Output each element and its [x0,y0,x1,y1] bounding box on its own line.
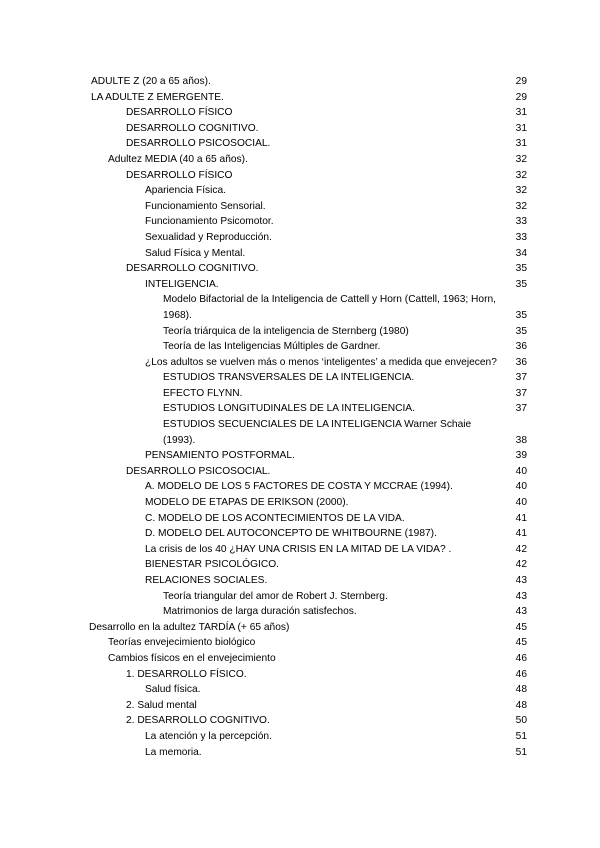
toc-entry-title: D. MODELO DEL AUTOCONCEPTO DE WHITBOURNE (1987). [145,528,437,540]
toc-entry-title: Modelo Bifactorial de la Inteligencia de Cattell y Horn (Cattell, 1963; Horn, 1968). [163,294,496,321]
toc-entry-title: Matrimonios de larga duración satisfechos. [163,606,357,618]
toc-entry[interactable] [0,261,600,277]
toc-entry[interactable] [0,90,600,106]
toc-entry[interactable] [0,214,600,230]
toc-entry-page: 41 [515,528,527,540]
toc-entry-title: DESARROLLO FÍSICO [126,107,233,119]
toc-entry-title: INTELIGENCIA. [145,278,219,290]
toc-entry-title: ESTUDIOS TRANSVERSALES DE LA INTELIGENCIA. [163,372,415,384]
toc-entry-title: DESARROLLO PSICOSOCIAL. [126,138,271,150]
toc-entry-title: La crisis de los 40 ¿HAY UNA CRISIS EN LA MITAD DE LA VIDA? . [145,543,452,555]
toc-entry[interactable] [0,729,600,745]
toc-entry-page: 40 [515,497,527,509]
toc-entry-page: 29 [515,76,527,87]
toc-entry-title: Cambios físicos en el envejecimiento [108,652,276,664]
toc-entry-page: 51 [515,746,527,758]
toc-entry-page: 42 [515,559,527,571]
toc-entry-page: 36 [515,356,527,368]
toc-entry-page: 40 [515,465,527,477]
toc-entry-page: 35 [515,309,527,321]
toc-entry[interactable] [0,401,600,417]
toc-entry-page: 37 [515,403,527,415]
toc-entry-title: Apariencia Física. [145,185,226,197]
toc-entry-page: 31 [515,122,527,134]
toc-entry-title: Funcionamiento Sensorial. [145,200,266,212]
toc-entry-page: 43 [515,590,527,602]
toc-entry-page: 38 [515,434,527,446]
toc-entry-page: 45 [515,621,527,633]
toc-entry-page: 48 [515,699,527,711]
toc-entry-title: ESTUDIOS LONGITUDINALES DE LA INTELIGENCIA. [163,403,415,415]
toc-entry-page: 35 [515,278,527,290]
toc-entry[interactable] [0,417,600,448]
toc-entry-page: 48 [515,684,527,696]
toc-entry[interactable] [0,168,600,184]
toc-entry-title: Desarrollo en la adultez TARDÍA (+ 65 años) [89,621,290,633]
toc-entry-page: 32 [515,153,527,165]
toc-entry[interactable] [0,355,600,371]
toc-entry-title: Sexualidad y Reproducción. [145,231,272,243]
table-of-contents [0,74,600,760]
toc-entry[interactable] [0,386,600,402]
toc-entry-page: 50 [515,715,527,727]
toc-entry[interactable] [0,136,600,152]
toc-entry-title: Adultez MEDIA (40 a 65 años). [108,153,248,165]
toc-entry-title: ¿Los adultos se vuelven más o menos ‘inteligentes’ a medida que envejecen? [145,356,497,368]
toc-entry[interactable] [0,713,600,729]
toc-entry-page: 32 [515,169,527,181]
toc-entry-page: 29 [515,91,527,103]
toc-entry[interactable] [0,277,600,293]
toc-entry-page: 40 [515,481,527,493]
toc-entry[interactable] [0,292,600,323]
toc-entry-page: 46 [515,668,527,680]
toc-entry-title: La atención y la percepción. [145,730,272,742]
toc-entry-title: Salud Física y Mental. [145,247,246,259]
toc-entry-title: LA ADULTE Z EMERGENTE. [91,91,224,103]
toc-entry-title: Teoría triárquica de la inteligencia de Sternberg (1980) [163,325,409,337]
toc-entry-page: 42 [515,543,527,555]
toc-entry-title: A. MODELO DE LOS 5 FACTORES DE COSTA Y MCCRAE (1994). [145,481,453,493]
toc-entry[interactable] [0,557,600,573]
toc-entry-title: Teoría triangular del amor de Robert J. Sternberg. [163,590,388,602]
toc-entry-title: MODELO DE ETAPAS DE ERIKSON (2000). [145,497,349,509]
toc-entry-title: 2. Salud mental [126,699,197,711]
toc-entry[interactable] [0,745,600,761]
toc-entry[interactable] [0,667,600,683]
toc-entry[interactable] [0,495,600,511]
toc-entry[interactable] [0,479,600,495]
toc-entry-title: DESARROLLO COGNITIVO. [126,122,259,134]
toc-entry-title: 2. DESARROLLO COGNITIVO. [126,715,270,727]
toc-entry-title: BIENESTAR PSICOLÓGICO. [145,559,279,571]
toc-entry[interactable] [0,230,600,246]
toc-entry-title: DESARROLLO COGNITIVO. [126,263,259,275]
toc-entry[interactable] [0,526,600,542]
toc-entry-title: C. MODELO DE LOS ACONTECIMIENTOS DE LA VIDA. [145,512,405,524]
toc-entry-title: Teorías envejecimiento biológico [108,637,256,649]
toc-entry[interactable] [0,651,600,667]
toc-entry-title: DESARROLLO FÍSICO [126,169,233,181]
toc-entry-page: 43 [515,606,527,618]
toc-entry-page: 31 [515,138,527,150]
toc-entry-title: ADULTE Z (20 a 65 años). [91,76,211,87]
toc-entry-page: 34 [515,247,527,259]
toc-entry[interactable] [0,698,600,714]
toc-entry-page: 36 [515,341,527,353]
toc-entry[interactable] [0,682,600,698]
toc-entry[interactable] [0,121,600,137]
toc-entry-title: Funcionamiento Psicomotor. [145,216,274,228]
toc-entry-page: 33 [515,231,527,243]
toc-entry[interactable] [0,511,600,527]
toc-entry-page: 35 [515,325,527,337]
toc-entry[interactable] [0,246,600,262]
toc-entry-page: 46 [515,652,527,664]
toc-entry-page: 31 [515,107,527,119]
toc-entry-page: 35 [515,263,527,275]
toc-entry-title: RELACIONES SOCIALES. [145,575,268,586]
toc-entry-title: ESTUDIOS SECUENCIALES DE LA INTELIGENCIA Warner Schaie (1993). [163,419,472,446]
toc-entry[interactable] [0,74,600,90]
toc-entry-page: 45 [515,637,527,649]
toc-entry-title: La memoria. [145,746,202,758]
toc-entry[interactable] [0,152,600,168]
toc-entry-page: 32 [515,185,527,197]
toc-entry-page: 41 [515,512,527,524]
toc-entry-page: 51 [515,730,527,742]
toc-entry-page: 32 [515,200,527,212]
toc-entry[interactable] [0,324,600,340]
toc-entry-title: 1. DESARROLLO FÍSICO. [126,668,247,680]
toc-entry[interactable] [0,604,600,620]
toc-entry-page: 37 [515,387,527,399]
toc-entry[interactable] [0,620,600,636]
toc-entry[interactable] [0,105,600,121]
toc-entry[interactable] [0,573,600,589]
toc-entry-title: PENSAMIENTO POSTFORMAL. [145,450,295,462]
toc-entry[interactable] [0,448,600,464]
toc-entry-page: 37 [515,372,527,384]
toc-entry[interactable] [0,589,600,605]
toc-entry[interactable] [0,339,600,355]
toc-entry-title: EFECTO FLYNN. [163,387,243,399]
toc-entry-page: 33 [515,216,527,228]
toc-entry-page: 39 [515,450,527,462]
toc-entry-title: Teoría de las Inteligencias Múltiples de Gardner. [163,341,381,353]
toc-entry[interactable] [0,183,600,199]
toc-entry-page: 43 [515,575,527,586]
toc-entry[interactable] [0,370,600,386]
toc-entry-title: Salud física. [145,684,201,696]
toc-entry[interactable] [0,542,600,558]
toc-entry[interactable] [0,464,600,480]
toc-entry-title: DESARROLLO PSICOSOCIAL. [126,465,271,477]
toc-entry[interactable] [0,199,600,215]
toc-entry[interactable] [0,635,600,651]
